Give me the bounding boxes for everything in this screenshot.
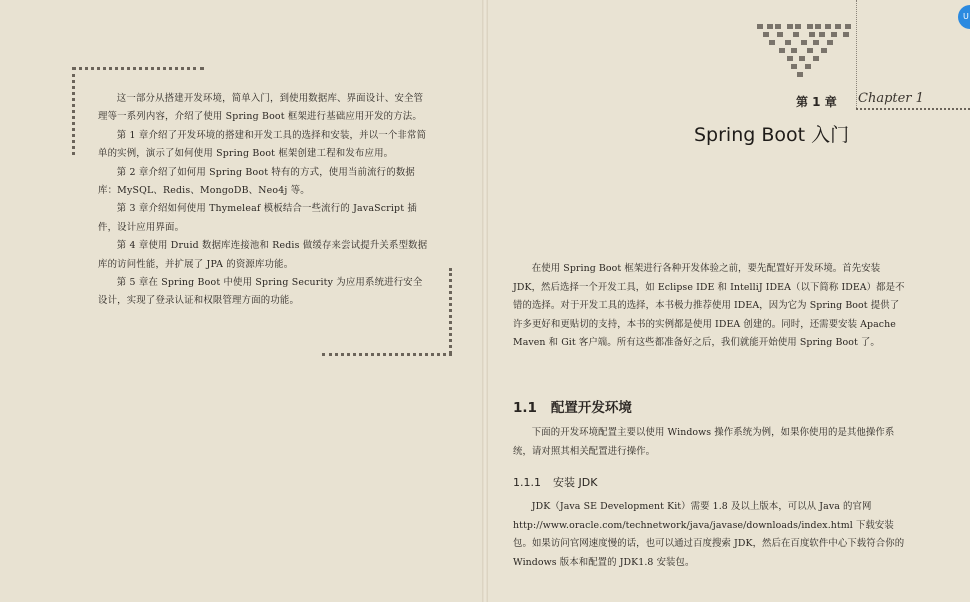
section-heading-1-1 <box>513 396 632 416</box>
intro-paragraph: 这一部分从搭建开发环境，简单入门，到使用数据库、界面设计、安全管理等一系列内容，介绍了使用 Spring Boot 框架进行基础应用开发的方法。 <box>98 93 424 123</box>
dotted-border-left <box>72 67 75 155</box>
part-intro <box>98 90 428 311</box>
chapter-script-label: Chapter 1 <box>858 91 924 106</box>
intro-paragraph: 第 2 章介绍了如何用 Spring Boot 特有的方式，使用当前流行的数据库：MySQL、Redis、MongoDB、Neo4j 等。 <box>98 166 415 197</box>
section-heading-1-1-1 <box>513 474 597 490</box>
section-1-1-1-body <box>513 498 908 572</box>
avatar-text: U <box>963 12 969 21</box>
header-dotted-vertical <box>856 0 857 108</box>
section-number: 1.1 <box>513 400 537 416</box>
dotted-border-top <box>72 67 204 70</box>
section-paragraph: 下面的开发环境配置主要以使用 Windows 操作系统为例，如果你使用的是其他操作系统，请对照其相关配置进行操作。 <box>513 427 895 457</box>
chapter-title: Spring Boot 入门 <box>694 124 850 146</box>
intro-paragraph: 第 5 章在 Spring Boot 中使用 Spring Security 为应用系统进行安全设计，实现了登录认证和权限管理方面的功能。 <box>98 277 423 307</box>
chapter-intro-paragraph: 在使用 Spring Boot 框架进行各种开发体验之前，要先配置好开发环境。首先安装 JDK，然后选择一个开发工具，如 Eclipse IDE 和 IntelliJ IDEA（以下简称 IDEA）都是不错的选择。对于开发工具的选择，本书极力推荐使用 IDEA，因为它为 Spring Boot 提供了许多更好和更贴切的支持，本书的实例都是使用 IDEA 创建的。同时，还需要安装 Apache Maven 和 Git 客户端。所有这些都准备好之后，我们就能开始使用 Spring Boot 了。 <box>513 263 905 349</box>
subsection-title: 安装 JDK <box>553 476 598 489</box>
subsection-number: 1.1.1 <box>513 476 541 489</box>
chapter-pixel-decoration <box>757 24 853 84</box>
dotted-border-right <box>449 268 452 354</box>
chapter-number: 第 1 章 <box>796 95 837 109</box>
section-1-1-body <box>513 424 908 461</box>
section-title: 配置开发环境 <box>550 400 632 416</box>
header-dotted-line <box>856 108 970 110</box>
intro-paragraph: 第 1 章介绍了开发环境的搭建和开发工具的选择和安装，并以一个非常简单的实例，演示了如何使用 Spring Boot 框架创建工程和发布应用。 <box>98 129 427 160</box>
intro-paragraph: 第 4 章使用 Druid 数据库连接池和 Redis 做缓存来尝试提升关系型数据库的访问性能，并扩展了 JPA 的资源库功能。 <box>98 240 428 270</box>
chapter-intro <box>513 260 908 353</box>
dotted-border-bottom <box>322 353 452 356</box>
book-gutter <box>482 0 488 602</box>
intro-paragraph: 第 3 章介绍如何使用 Thymeleaf 模板结合一些流行的 JavaScript 插件，设计应用界面。 <box>98 203 417 233</box>
subsection-paragraph: JDK（Java SE Development Kit）需要 1.8 及以上版本，可以从 Java 的官网 http://www.oracle.com/technetwork/java/javase/downloads/index.html 下载安装包。如果访问官网速度慢的话，也可以通过百度搜索 JDK，然后在百度软件中心下载符合你的 Windows 版本和配置的 JDK1.8 安装包。 <box>513 501 905 568</box>
